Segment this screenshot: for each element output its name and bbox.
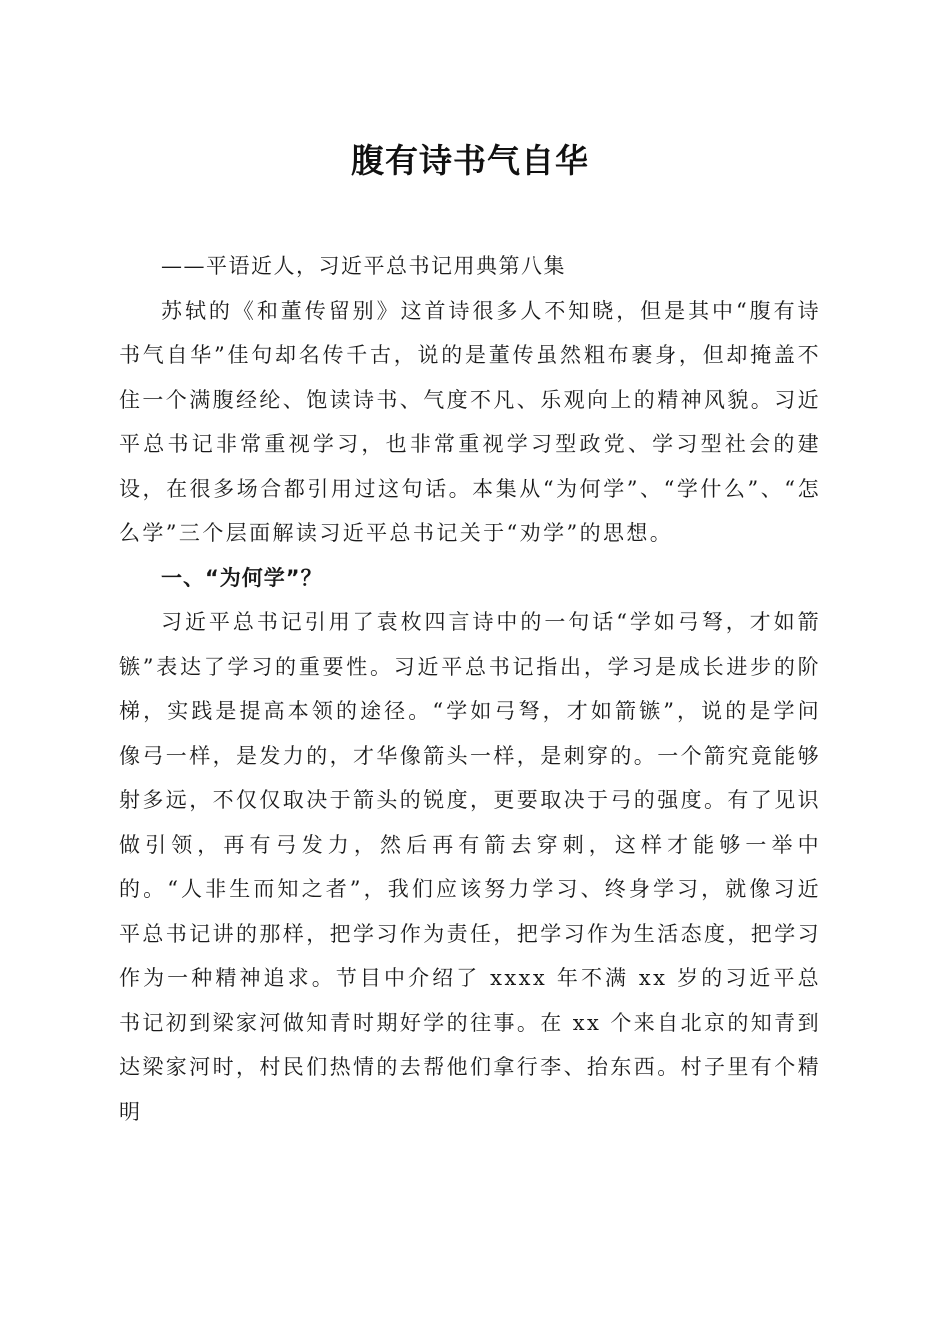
document-page bbox=[119, 138, 821, 1134]
document-title: 腹有诗书气自华 bbox=[351, 141, 589, 180]
intro-paragraph: 苏轼的《和董传留别》这首诗很多人不知晓，但是其中“腹有诗书气自华”佳句却名传千古，说的是董传虽然粗布裹身，但却掩盖不住一个满腹经纶、饱读诗书、气度不凡、乐观向上的精神风貌。习近平总书记非常重视学习，也非常重视学习型政党、学习型社会的建设，在很多场合都引用过这句话。本集从“为何学”、“学什么”、“怎么学”三个层面解读习近平总书记关于“劝学”的思想。 bbox=[119, 298, 821, 545]
section-heading: 一、“为何学”？ bbox=[161, 565, 323, 590]
document-subtitle: ——平语近人，习近平总书记用典第八集 bbox=[161, 254, 566, 278]
body-paragraph: 习近平总书记引用了袁枚四言诗中的一句话“学如弓弩，才如箭镞”表达了学习的重要性。习近平总书记指出，学习是成长进步的阶梯，实践是提高本领的途径。“学如弓弩，才如箭镞”，说的是学问像弓一样，是发力的，才华像箭头一样，是刺穿的。一个箭究竟能够射多远，不仅仅取决于箭头的锐度，更要取决于弓的强度。有了见识做引领，再有弓发力，然后再有箭去穿刺，这样才能够一举中的。“人非生而知之者”，我们应该努力学习、终身学习，就像习近平总书记讲的那样，把学习作为责任，把学习作为生活态度，把学习作为一种精神追求。节目中介绍了 xxxx 年不满 xx 岁的习近平总书记初到梁家河做知青时期好学的往事。在 xx 个来自北京的知青到达梁家河时，村民们热情的去帮他们拿行李、抬东西。村子里有个精明 bbox=[119, 610, 821, 1124]
